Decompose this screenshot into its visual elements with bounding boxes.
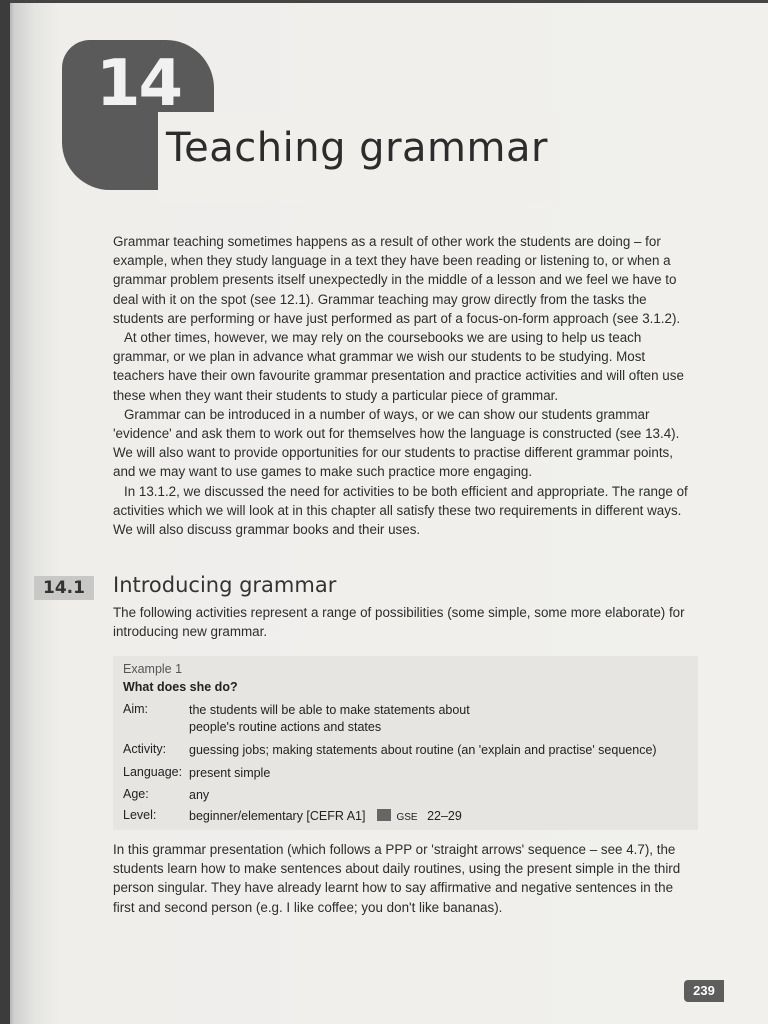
row-value: the students will be able to make statements about people's routine actions and states xyxy=(189,703,470,734)
row-key: Level: xyxy=(123,808,157,822)
row-key: Age: xyxy=(123,787,149,801)
row-key: Language: xyxy=(123,765,183,779)
section-number: 14.1 xyxy=(34,576,94,600)
paragraph: At other times, however, we may rely on the coursebooks we are using to help us teach grammar, or we plan in advance what grammar we wish our students to be studying. Most teachers have their own favourite grammar presentation and practice activities and will often use these when they want their students to study a particular piece of grammar. xyxy=(113,330,684,403)
row-key: Aim: xyxy=(123,702,148,716)
section-title: Introducing grammar xyxy=(113,573,337,597)
example-label: Example 1 xyxy=(123,662,183,676)
top-edge xyxy=(0,0,768,3)
row-value: present simple xyxy=(189,766,271,780)
example-box xyxy=(113,656,698,830)
spine-shadow xyxy=(0,0,10,1024)
row-value: beginner/elementary [CEFR A1] GSE 22–29 xyxy=(189,809,462,823)
gse-label: GSE xyxy=(396,812,418,823)
section-intro: The following activities represent a range of possibilities (some simple, some more elaborate) for introducing new grammar. xyxy=(113,605,685,640)
example-heading: What does she do? xyxy=(123,680,238,694)
gse-range: 22–29 xyxy=(427,809,462,823)
paragraph: In 13.1.2, we discussed the need for activities to be both efficient and appropriate. The range of activities which we will look at in this chapter all satisfy these two requirements in different ways. We will also discuss grammar books and their uses. xyxy=(113,483,688,538)
row-value: guessing jobs; making statements about routine (an 'explain and practise' sequence) xyxy=(189,743,657,757)
row-value: any xyxy=(189,788,210,802)
chapter-number: 14 xyxy=(96,47,182,121)
row-key: Activity: xyxy=(123,742,167,756)
intro-text xyxy=(113,232,698,539)
paragraph: Grammar can be introduced in a number of ways, or we can show our students grammar 'evidence' and ask them to work out for themselves how the language is constructed (see 13.4). We will also want to provide opportunities for our students to practise different grammar points, and we may want to use games to make such practice more engaging. xyxy=(113,406,680,480)
paragraph: Grammar teaching sometimes happens as a result of other work the students are doing – for example, when they study language in a text they have been reading or listening to, or when a grammar problem presents itself unexpectedly in the middle of a lesson and we feel we have to deal with it on the spot (see 12.1). Grammar teaching may grow directly from the tasks the students are performing or have just performed as part of a focus-on-form approach (see 3.1.2). xyxy=(113,234,681,326)
presentation-text: In this grammar presentation (which follows a PPP or 'straight arrows' sequence – see 4.7), the students learn how to make sentences about daily routines, using the present simple in the third person singular. They have already learnt how to say affirmative and negative sentences in the first and second person (e.g. I like coffee; you don't like bananas). xyxy=(113,842,681,915)
page-number: 239 xyxy=(684,980,724,1002)
gse-icon xyxy=(377,809,391,821)
chapter-title: Teaching grammar xyxy=(166,125,548,171)
